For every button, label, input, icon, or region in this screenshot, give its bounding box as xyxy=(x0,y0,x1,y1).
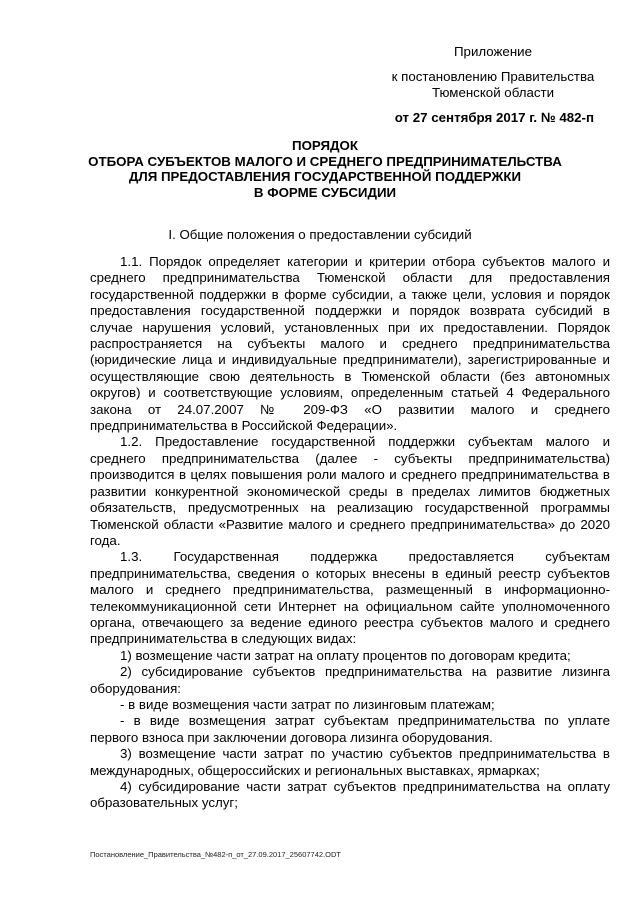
document-body xyxy=(90,254,610,812)
title-line-3: ДЛЯ ПРЕДОСТАВЛЕНИЯ ГОСУДАРСТВЕННОЙ ПОДДЕРЖКИ xyxy=(128,169,522,185)
appendix-region: Тюменской области xyxy=(431,85,555,100)
title-line-4: В ФОРМЕ СУБСИДИИ xyxy=(253,184,397,200)
list-item: 1) возмещение части затрат на оплату процентов по договорам кредита; xyxy=(120,647,571,663)
list-item: 2) субсидирование субъектов предпринимательства на развитие лизинга оборудования: xyxy=(90,664,610,696)
section-heading: I. Общие положения о предоставлении субсидий xyxy=(168,227,472,242)
appendix-block xyxy=(378,44,608,126)
title-line-2: ОТБОРА СУБЪЕКТОВ МАЛОГО И СРЕДНЕГО ПРЕДПРИНИМАТЕЛЬСТВА xyxy=(88,153,562,169)
list-item: - в виде возмещения части затрат по лизинговым платежам; xyxy=(120,696,495,712)
footer-filename: Постановление_Правительства_№482-п_от_27.09.2017_25607742.ODT xyxy=(90,850,341,859)
appendix-label: Приложение xyxy=(454,44,532,59)
list-item: - в виде возмещения затрат субъектам предпринимательства по уплате первого взноса при заключении договора лизинга оборудования. xyxy=(90,713,610,745)
appendix-resolution: к постановлению Правительства xyxy=(391,68,595,84)
title-line-1: ПОРЯДОК xyxy=(292,138,358,153)
document-title xyxy=(60,138,590,200)
list-item: 4) субсидирование части затрат субъектов предпринимательства на оплату образовательных услуг; xyxy=(90,779,610,811)
appendix-date-number: от 27 сентября 2017 г. № 482-п xyxy=(394,109,594,125)
paragraph-1-2: 1.2. Предоставление государственной поддержки субъектам малого и среднего предпринимательства (далее - субъекты предпринимательства) производится в целях повышения роли малого и среднего предпринимательства в развитии конкурентной экономической среды в пределах лимитов бюджетных обязательств, предусмотренных на реализацию государственной программы Тюменской области «Развитие малого и среднего предпринимательства» до 2020 года. xyxy=(90,434,610,548)
paragraph-1-3: 1.3. Государственная поддержка предоставляется субъектам предпринимательства, сведения о которых внесены в единый реестр субъектов малого и среднего предпринимательства, размещенный в информационно-телекоммуникационной сети Интернет на официальном сайте уполномоченного органа, отвечающего за ведение единого реестра субъектов малого и среднего предпринимательства в следующих видах: xyxy=(90,549,610,647)
list-item: 3) возмещение части затрат по участию субъектов предпринимательства в международных, общероссийских и региональных выставках, ярмарках; xyxy=(90,746,610,778)
paragraph-1-1: 1.1. Порядок определяет категории и критерии отбора субъектов малого и среднего предпринимательства Тюменской области для предоставления государственной поддержки в форме субсидии, а также цели, условия и порядок предоставления государственной поддержки и порядок возврата субсидий в случае нарушения условий, установленных при их предоставлении. Порядок распространяется на субъекты малого и среднего предпринимательства (юридические лица и индивидуальные предприниматели), зарегистрированные и осуществляющие свою деятельность в Тюменской области (без автономных округов) и соответствующие условиям, определенным статьей 4 Федерального закона от 24.07.2007 № 209-ФЗ «О развитии малого и среднего предпринимательства в Российской Федерации». xyxy=(90,254,610,434)
